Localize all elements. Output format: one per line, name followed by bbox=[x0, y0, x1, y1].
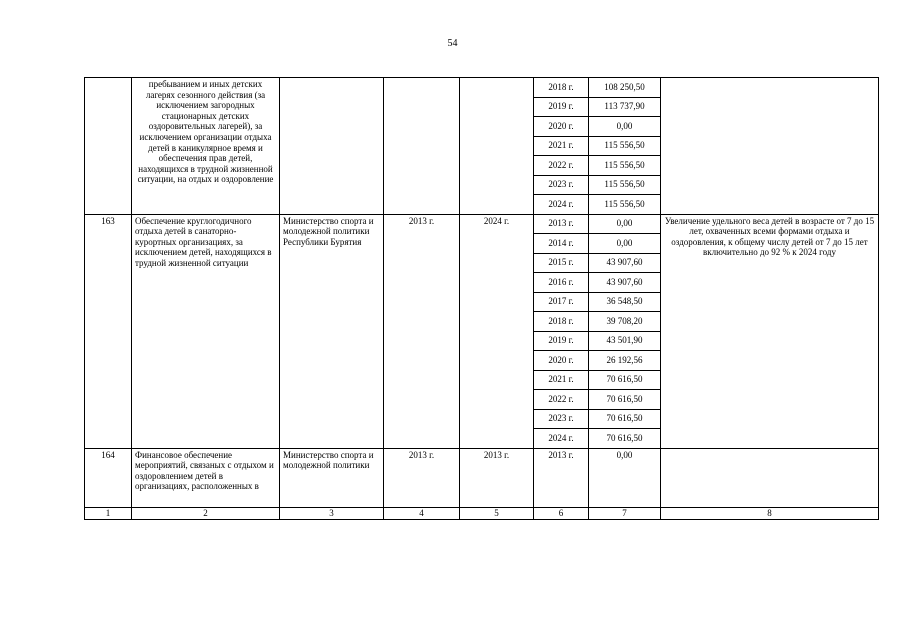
event-description-cell: Финансовое обеспечение мероприятий, связаных с отдыхом и оздоровлением детей в организациях, расположенных в bbox=[132, 448, 280, 507]
finance-year-cell: 2022 г. bbox=[534, 390, 589, 410]
executor-cell: Министерство спорта и молодежной политики Республики Бурятия bbox=[280, 214, 384, 448]
row-number-cell bbox=[85, 78, 132, 215]
finance-amount-cell: 113 737,90 bbox=[589, 97, 661, 117]
program-events-table bbox=[84, 77, 879, 520]
finance-year-cell: 2023 г. bbox=[534, 409, 589, 429]
column-number-row bbox=[85, 507, 879, 519]
column-number: 6 bbox=[534, 507, 589, 519]
finance-amount-cell: 36 548,50 bbox=[589, 292, 661, 312]
row-number-cell: 163 bbox=[85, 214, 132, 448]
finance-year-cell: 2018 г. bbox=[534, 78, 589, 98]
indicator-cell: Увеличение удельного веса детей в возрасте от 7 до 15 лет, охваченных всеми формами отдыха и оздоровления, к общему числу детей от 7 до 15 лет включительно до 92 % к 2024 году bbox=[661, 214, 879, 448]
finance-amount-cell: 115 556,50 bbox=[589, 156, 661, 176]
finance-year-cell: 2017 г. bbox=[534, 292, 589, 312]
finance-year-cell: 2021 г. bbox=[534, 370, 589, 390]
indicator-cell bbox=[661, 78, 879, 215]
finance-year-cell: 2013 г. bbox=[534, 214, 589, 234]
executor-cell bbox=[280, 78, 384, 215]
finance-amount-cell: 39 708,20 bbox=[589, 312, 661, 332]
end-year-cell: 2013 г. bbox=[460, 448, 534, 507]
finance-amount-cell: 108 250,50 bbox=[589, 78, 661, 98]
finance-year-cell: 2021 г. bbox=[534, 136, 589, 156]
start-year-cell: 2013 г. bbox=[384, 214, 460, 448]
finance-amount-cell: 115 556,50 bbox=[589, 195, 661, 215]
finance-year-cell: 2022 г. bbox=[534, 156, 589, 176]
finance-amount-cell: 70 616,50 bbox=[589, 390, 661, 410]
finance-amount-cell: 43 907,60 bbox=[589, 273, 661, 293]
finance-amount-cell: 70 616,50 bbox=[589, 370, 661, 390]
finance-amount-cell: 43 907,60 bbox=[589, 253, 661, 273]
page-number: 54 bbox=[447, 38, 458, 49]
event-description-cell: пребыванием и иных детских лагерях сезонного действия (за исключением загородных стационарных детских оздоровительных лагерей), за исключением организации отдыха детей в каникулярное время и обеспечения прав детей, находящихся в трудной жизненной ситуации, на отдых и оздоровление bbox=[132, 78, 280, 215]
finance-amount-cell: 0,00 bbox=[589, 214, 661, 234]
finance-year-cell: 2024 г. bbox=[534, 195, 589, 215]
end-year-cell: 2024 г. bbox=[460, 214, 534, 448]
row-number-cell: 164 bbox=[85, 448, 132, 507]
finance-amount-cell: 0,00 bbox=[589, 234, 661, 254]
finance-amount-cell: 70 616,50 bbox=[589, 429, 661, 449]
finance-year-cell: 2014 г. bbox=[534, 234, 589, 254]
finance-year-cell: 2020 г. bbox=[534, 117, 589, 137]
table-row bbox=[85, 78, 879, 98]
finance-amount-cell: 0,00 bbox=[589, 117, 661, 137]
finance-amount-cell: 70 616,50 bbox=[589, 409, 661, 429]
finance-year-cell: 2018 г. bbox=[534, 312, 589, 332]
column-number: 4 bbox=[384, 507, 460, 519]
finance-year-cell: 2019 г. bbox=[534, 97, 589, 117]
finance-year-cell: 2015 г. bbox=[534, 253, 589, 273]
finance-year-cell: 2023 г. bbox=[534, 175, 589, 195]
finance-year-cell: 2019 г. bbox=[534, 331, 589, 351]
start-year-cell bbox=[384, 78, 460, 215]
finance-year-cell: 2020 г. bbox=[534, 351, 589, 371]
column-number: 8 bbox=[661, 507, 879, 519]
finance-year-cell: 2016 г. bbox=[534, 273, 589, 293]
start-year-cell: 2013 г. bbox=[384, 448, 460, 507]
finance-amount-cell: 0,00 bbox=[589, 448, 661, 507]
finance-year-cell: 2013 г. bbox=[534, 448, 589, 507]
finance-year-cell: 2024 г. bbox=[534, 429, 589, 449]
executor-cell: Министерство спорта и молодежной политики bbox=[280, 448, 384, 507]
event-description-cell: Обеспечение круглогодичного отдыха детей в санаторно-курортных организациях, за исключением детей, находящихся в трудной жизненной ситуации bbox=[132, 214, 280, 448]
end-year-cell bbox=[460, 78, 534, 215]
table-row bbox=[85, 448, 879, 507]
indicator-cell bbox=[661, 448, 879, 507]
column-number: 2 bbox=[132, 507, 280, 519]
table-row bbox=[85, 214, 879, 234]
column-number: 7 bbox=[589, 507, 661, 519]
finance-amount-cell: 115 556,50 bbox=[589, 175, 661, 195]
finance-amount-cell: 43 501,90 bbox=[589, 331, 661, 351]
finance-amount-cell: 115 556,50 bbox=[589, 136, 661, 156]
finance-amount-cell: 26 192,56 bbox=[589, 351, 661, 371]
column-number: 5 bbox=[460, 507, 534, 519]
column-number: 3 bbox=[280, 507, 384, 519]
column-number: 1 bbox=[85, 507, 132, 519]
